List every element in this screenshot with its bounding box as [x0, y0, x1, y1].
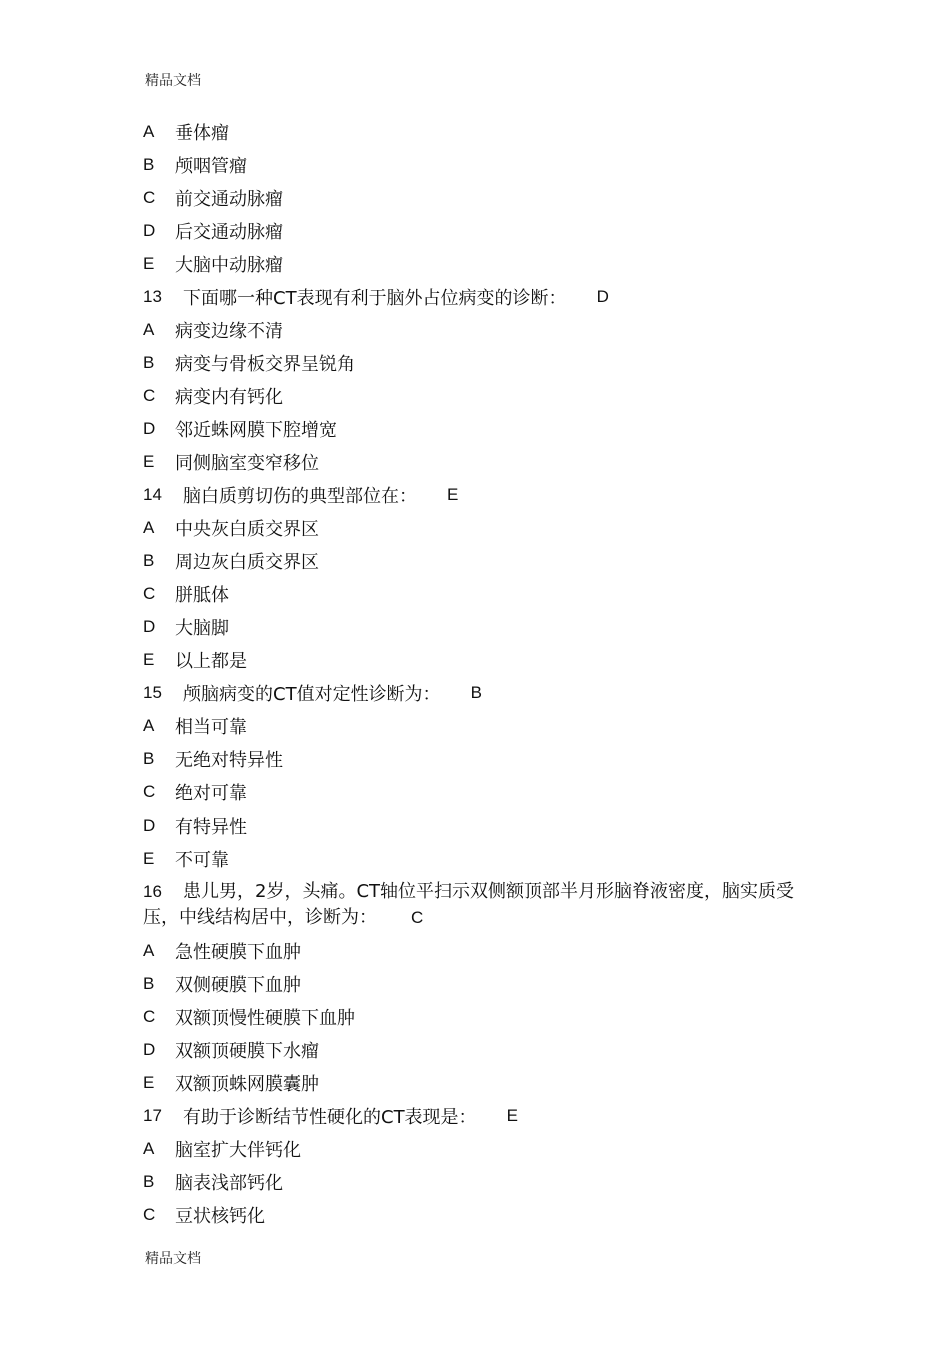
- option-text: 豆状核钙化: [175, 1205, 265, 1227]
- option-letter: D: [143, 815, 156, 835]
- question-number: 14: [143, 485, 162, 505]
- option-letter: A: [143, 319, 155, 339]
- option-text: 同侧脑室变窄移位: [175, 452, 319, 474]
- option-letter: C: [143, 187, 156, 207]
- option-text: 有特异性: [175, 816, 247, 838]
- option-row: [143, 1132, 823, 1165]
- option-row: [143, 743, 823, 776]
- option-text: 不可靠: [175, 849, 229, 871]
- option-row: [143, 710, 823, 743]
- option-row: [143, 842, 823, 875]
- question-text: 下面哪一种CT表现有利于脑外占位病变的诊断：: [183, 287, 567, 309]
- option-letter: C: [143, 385, 156, 405]
- option-row: [143, 247, 823, 280]
- option-text: 中央灰白质交界区: [175, 519, 319, 541]
- option-letter: A: [143, 121, 155, 141]
- option-letter: B: [143, 1171, 155, 1191]
- question-number: 15: [143, 683, 162, 703]
- option-row: [143, 934, 823, 967]
- option-letter: E: [143, 848, 155, 868]
- question-13: [143, 280, 823, 313]
- question-text: 颅脑病变的CT值对定性诊断为：: [183, 684, 441, 706]
- option-text: 后交通动脉瘤: [175, 221, 283, 243]
- option-letter: B: [143, 749, 155, 769]
- option-letter: A: [143, 716, 155, 736]
- page-header: 精品文档: [145, 73, 201, 89]
- option-letter: A: [143, 940, 155, 960]
- question-text: 脑白质剪切伤的典型部位在：: [183, 486, 417, 508]
- option-letter: E: [143, 1072, 155, 1092]
- option-text: 双额顶慢性硬膜下血肿: [175, 1007, 355, 1029]
- option-letter: C: [143, 584, 156, 604]
- option-letter: E: [143, 650, 155, 670]
- question-17: [143, 1099, 823, 1132]
- option-text: 大脑脚: [175, 618, 229, 640]
- option-letter: B: [143, 154, 155, 174]
- option-row: [143, 1198, 823, 1231]
- option-row: [143, 214, 823, 247]
- option-letter: C: [143, 1006, 156, 1026]
- question-text: 有助于诊断结节性硬化的CT表现是：: [183, 1106, 477, 1128]
- option-letter: D: [143, 617, 156, 637]
- question-answer: D: [596, 286, 609, 306]
- question-answer: E: [447, 485, 459, 505]
- option-letter: E: [143, 451, 155, 471]
- option-letter: D: [143, 220, 156, 240]
- option-text: 急性硬膜下血肿: [175, 941, 301, 963]
- option-text: 胼胝体: [175, 585, 229, 607]
- option-letter: B: [143, 352, 155, 372]
- option-row: [143, 346, 823, 379]
- option-letter: D: [143, 1039, 156, 1059]
- option-row: [143, 967, 823, 1000]
- question-number: 13: [143, 286, 162, 306]
- option-row: [143, 611, 823, 644]
- option-text: 大脑中动脉瘤: [175, 254, 283, 276]
- option-row: [143, 445, 823, 478]
- option-row: [143, 809, 823, 842]
- option-row: [143, 512, 823, 545]
- option-row: [143, 1165, 823, 1198]
- option-text: 双额顶硬膜下水瘤: [175, 1040, 319, 1062]
- option-text: 前交通动脉瘤: [175, 188, 283, 210]
- option-text: 周边灰白质交界区: [175, 552, 319, 574]
- option-text: 双侧硬膜下血肿: [175, 974, 301, 996]
- option-text: 无绝对特异性: [175, 750, 283, 772]
- option-text: 脑室扩大伴钙化: [175, 1139, 301, 1161]
- option-text: 病变边缘不清: [175, 320, 283, 342]
- question-15: [143, 677, 823, 710]
- option-row: [143, 1066, 823, 1099]
- option-text: 颅咽管瘤: [175, 155, 247, 177]
- option-letter: E: [143, 253, 155, 273]
- option-row: [143, 776, 823, 809]
- question-16: [143, 875, 803, 934]
- option-text: 双额顶蛛网膜囊肿: [175, 1073, 319, 1095]
- question-answer: E: [506, 1105, 518, 1125]
- question-number: 16: [143, 882, 162, 902]
- question-14: [143, 479, 823, 512]
- option-letter: C: [143, 1204, 156, 1224]
- option-row: [143, 1000, 823, 1033]
- option-text: 邻近蛛网膜下腔增宽: [175, 419, 337, 441]
- question-answer: C: [411, 908, 424, 928]
- option-letter: B: [143, 973, 155, 993]
- option-row: [143, 379, 823, 412]
- option-text: 绝对可靠: [175, 783, 247, 805]
- option-letter: B: [143, 551, 155, 571]
- option-text: 脑表浅部钙化: [175, 1172, 283, 1194]
- option-text: 病变内有钙化: [175, 386, 283, 408]
- option-row: [143, 313, 823, 346]
- option-row: [143, 545, 823, 578]
- option-row: [143, 644, 823, 677]
- option-text: 垂体瘤: [175, 122, 229, 144]
- option-row: [143, 181, 823, 214]
- option-row: [143, 412, 823, 445]
- option-text: 以上都是: [175, 651, 247, 673]
- option-row: [143, 1033, 823, 1066]
- question-number: 17: [143, 1105, 162, 1125]
- question-answer: B: [470, 683, 482, 703]
- option-text: 病变与骨板交界呈锐角: [175, 353, 355, 375]
- question-list: [143, 115, 823, 1232]
- option-letter: C: [143, 782, 156, 802]
- option-letter: A: [143, 518, 155, 538]
- option-letter: D: [143, 418, 156, 438]
- question-text: 患儿男，2岁，头痛。CT轴位平扫示双侧额顶部半月形脑脊液密度，脑实质受压，中线结构居中，诊断为：: [143, 881, 795, 929]
- option-row: [143, 148, 823, 181]
- option-row: [143, 578, 823, 611]
- option-text: 相当可靠: [175, 717, 247, 739]
- option-row: [143, 115, 823, 148]
- option-letter: A: [143, 1138, 155, 1158]
- page-footer: 精品文档: [145, 1251, 201, 1267]
